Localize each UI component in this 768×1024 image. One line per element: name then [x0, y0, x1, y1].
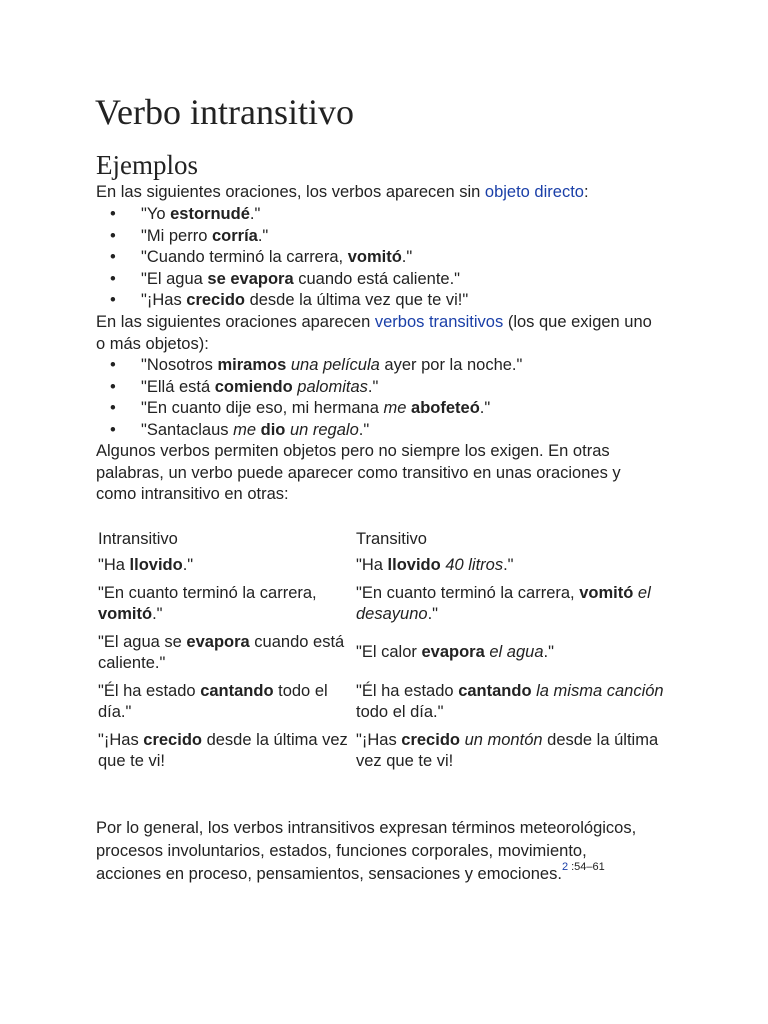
intro-paragraph-3: Algunos verbos permiten objetos pero no siempre los exigen. En otras palabras, un verbo puede aparecer como transitivo en unas oraciones y como intransitivo en otras: [96, 442, 621, 503]
table-cell-intransitive: "Él ha estado cantando todo el día." [98, 681, 328, 721]
bullet-icon: • [110, 291, 116, 309]
bullet-icon: • [110, 226, 116, 245]
verbos-transitivos-link[interactable]: verbos transitivos [374, 313, 504, 331]
list-item: • "El agua se evapora cuando está caliente." [96, 269, 676, 291]
list-item: • "Ellá está comiendo palomitas." [96, 377, 676, 399]
comparison-table [96, 528, 676, 776]
table-row [96, 552, 676, 580]
table-cell-intransitive: "El agua se evapora cuando está caliente." [98, 632, 345, 672]
bullet-icon: • [110, 269, 116, 288]
table-header-row [96, 528, 676, 552]
citation: 2 :54–61 [561, 861, 605, 873]
table-row [96, 629, 676, 678]
list-item: • "Nosotros miramos una película ayer por la noche." [96, 355, 676, 377]
page-title: Verbo intransitivo [95, 92, 354, 132]
table-cell-transitive: "Ha llovido 40 litros." [356, 556, 514, 574]
table-cell-transitive: "El calor evapora el agua." [356, 643, 554, 662]
bullet-icon: • [110, 248, 116, 266]
list-item: • "Mi perro corría." [96, 226, 676, 248]
list-item: • "Santaclaus me dio un regalo." [96, 420, 676, 442]
list-item: • "Yo estornudé." [96, 204, 676, 226]
table-cell-intransitive: "En cuanto terminó la carrera, vomitó." [98, 583, 317, 623]
table-row [96, 678, 676, 727]
list-item: • "En cuanto dije eso, mi hermana me abofeteó." [96, 398, 676, 420]
intro-paragraph-2: En las siguientes oraciones aparecen verbos transitivos (los que exigen uno o más objetos): [96, 313, 652, 353]
objeto-directo-link[interactable]: objeto directo [484, 183, 584, 201]
table-cell-transitive: "Él ha estado cantando la misma canción todo el día." [356, 681, 664, 721]
closing-paragraph: Por lo general, los verbos intransitivos expresan términos meteorológicos, procesos involuntarios, estados, funciones corporales, movimiento, acciones en proceso, pensamientos, sensaciones y emociones.$^{2 :54-61}$ [96, 819, 637, 883]
table-cell-intransitive: "¡Has crecido desde la última vez que te vi! [98, 730, 348, 770]
example-list-intransitive [96, 204, 676, 312]
bullet-icon: • [110, 420, 116, 439]
bullet-icon: • [110, 377, 116, 396]
section-heading: Ejemplos [96, 150, 198, 180]
list-item: • "Cuando terminó la carrera, vomitó." [96, 247, 676, 269]
example-list-transitive [96, 355, 676, 441]
bullet-icon: • [110, 399, 116, 417]
bullet-icon: • [110, 205, 116, 223]
reference-link[interactable]: 2 [561, 861, 569, 873]
column-header-intransitivo: Intransitivo [98, 530, 178, 549]
table-cell-intransitive: "Ha llovido." [98, 556, 194, 574]
bullet-icon: • [110, 356, 116, 374]
table-row [96, 727, 676, 776]
column-header-transitivo: Transitivo [356, 530, 427, 549]
table-row [96, 580, 676, 629]
list-item: • "¡Has crecido desde la última vez que te vi!" [96, 290, 676, 312]
intro-paragraph-1: En las siguientes oraciones, los verbos aparecen sin objeto directo: [96, 183, 589, 201]
table-cell-transitive: "En cuanto terminó la carrera, vomitó el desayuno." [356, 583, 651, 623]
table-cell-transitive: "¡Has crecido un montón desde la última vez que te vi! [356, 730, 659, 770]
